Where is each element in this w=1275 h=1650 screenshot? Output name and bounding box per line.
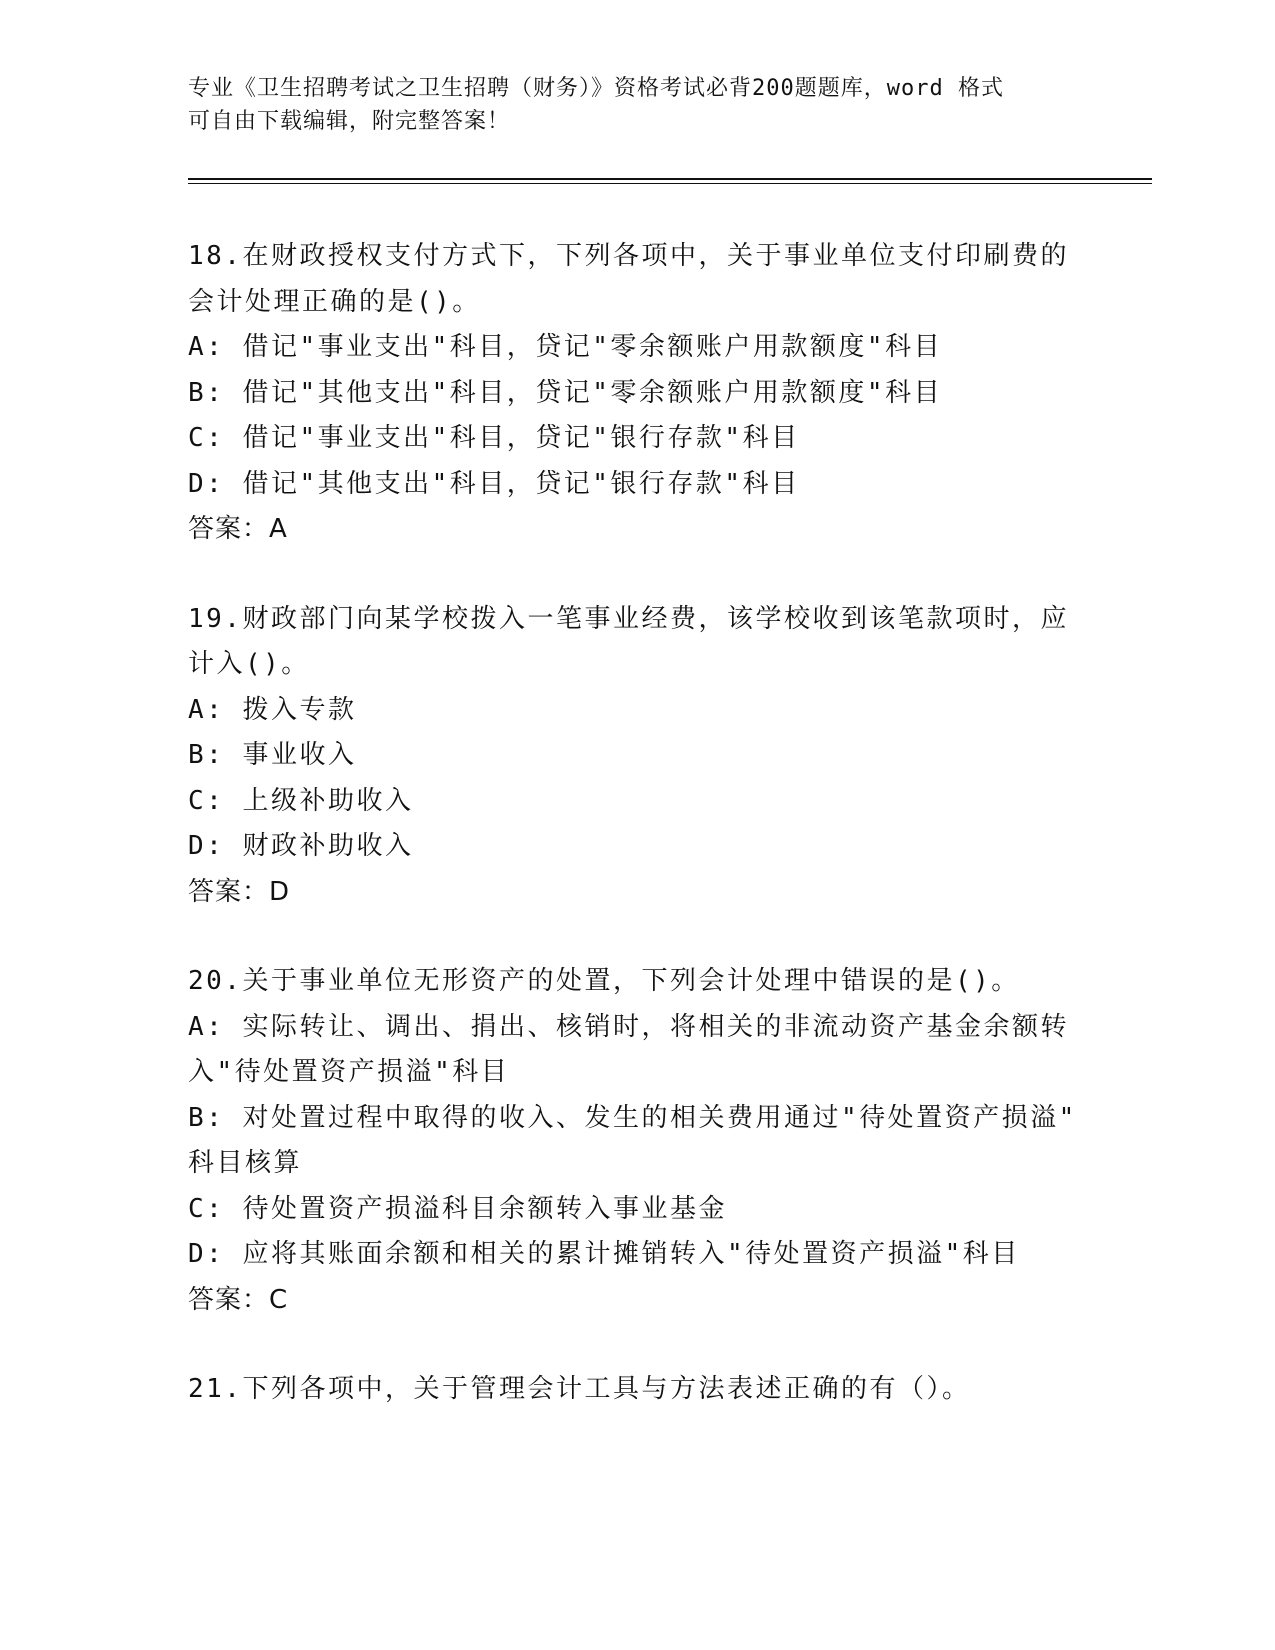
question-text: 19.财政部门向某学校拨入一笔事业经费，该学校收到该笔款项时，应 [188,603,1069,634]
option-text: D: 借记"其他支出"科目，贷记"银行存款"科目 [188,468,800,499]
question-block [188,1367,1088,1413]
question-text: 20.关于事业单位无形资产的处置，下列会计处理中错误的是()。 [188,966,1020,996]
option-text: C: 待处置资产损溢科目余额转入事业基金 [188,1193,727,1224]
option-text: 入"待处置资产损溢"科目 [188,1057,510,1087]
question-text: 计入()。 [188,649,310,679]
question-block [188,959,1088,1323]
question-text: 18.在财政授权支付方式下，下列各项中，关于事业单位支付印刷费的 [188,241,1069,271]
option-text: A: 拨入专款 [188,694,357,725]
header-rule-thin [188,183,1152,184]
question-text: 21.下列各项中，关于管理会计工具与方法表述正确的有（）。 [188,1374,971,1404]
option-text: A: 借记"事业支出"科目，贷记"零余额账户用款额度"科目 [188,332,943,362]
answer-text: 答案：C [188,1284,289,1315]
option-text: C: 借记"事业支出"科目，贷记"银行存款"科目 [188,423,800,453]
option-text: 科目核算 [188,1148,303,1178]
question-text: 会计处理正确的是()。 [188,286,481,317]
header-rule-thick [188,178,1152,180]
document-header [188,72,1068,138]
option-text: B: 借记"其他支出"科目，贷记"零余额账户用款额度"科目 [188,377,943,408]
header-line-1: 专业《卫生招聘考试之卫生招聘（财务）》资格考试必背200题题库，word 格式 [188,76,1004,101]
option-text: B: 对处置过程中取得的收入、发生的相关费用通过"待处置资产损溢" [188,1102,1077,1133]
option-text: D: 财政补助收入 [188,831,414,861]
option-text: C: 上级补助收入 [188,785,414,816]
answer-text: 答案：D [188,876,291,907]
option-text: D: 应将其账面余额和相关的累计摊销转入"待处置资产损溢"科目 [188,1239,1020,1269]
question-block [188,597,1088,916]
option-text: A: 实际转让、调出、捐出、核销时，将相关的非流动资产基金余额转 [188,1011,1069,1042]
question-list [188,234,1088,1457]
answer-text: 答案：A [188,514,288,544]
question-block [188,234,1088,553]
option-text: B: 事业收入 [188,740,357,770]
header-line-2: 可自由下载编辑，附完整答案！ [188,109,511,134]
